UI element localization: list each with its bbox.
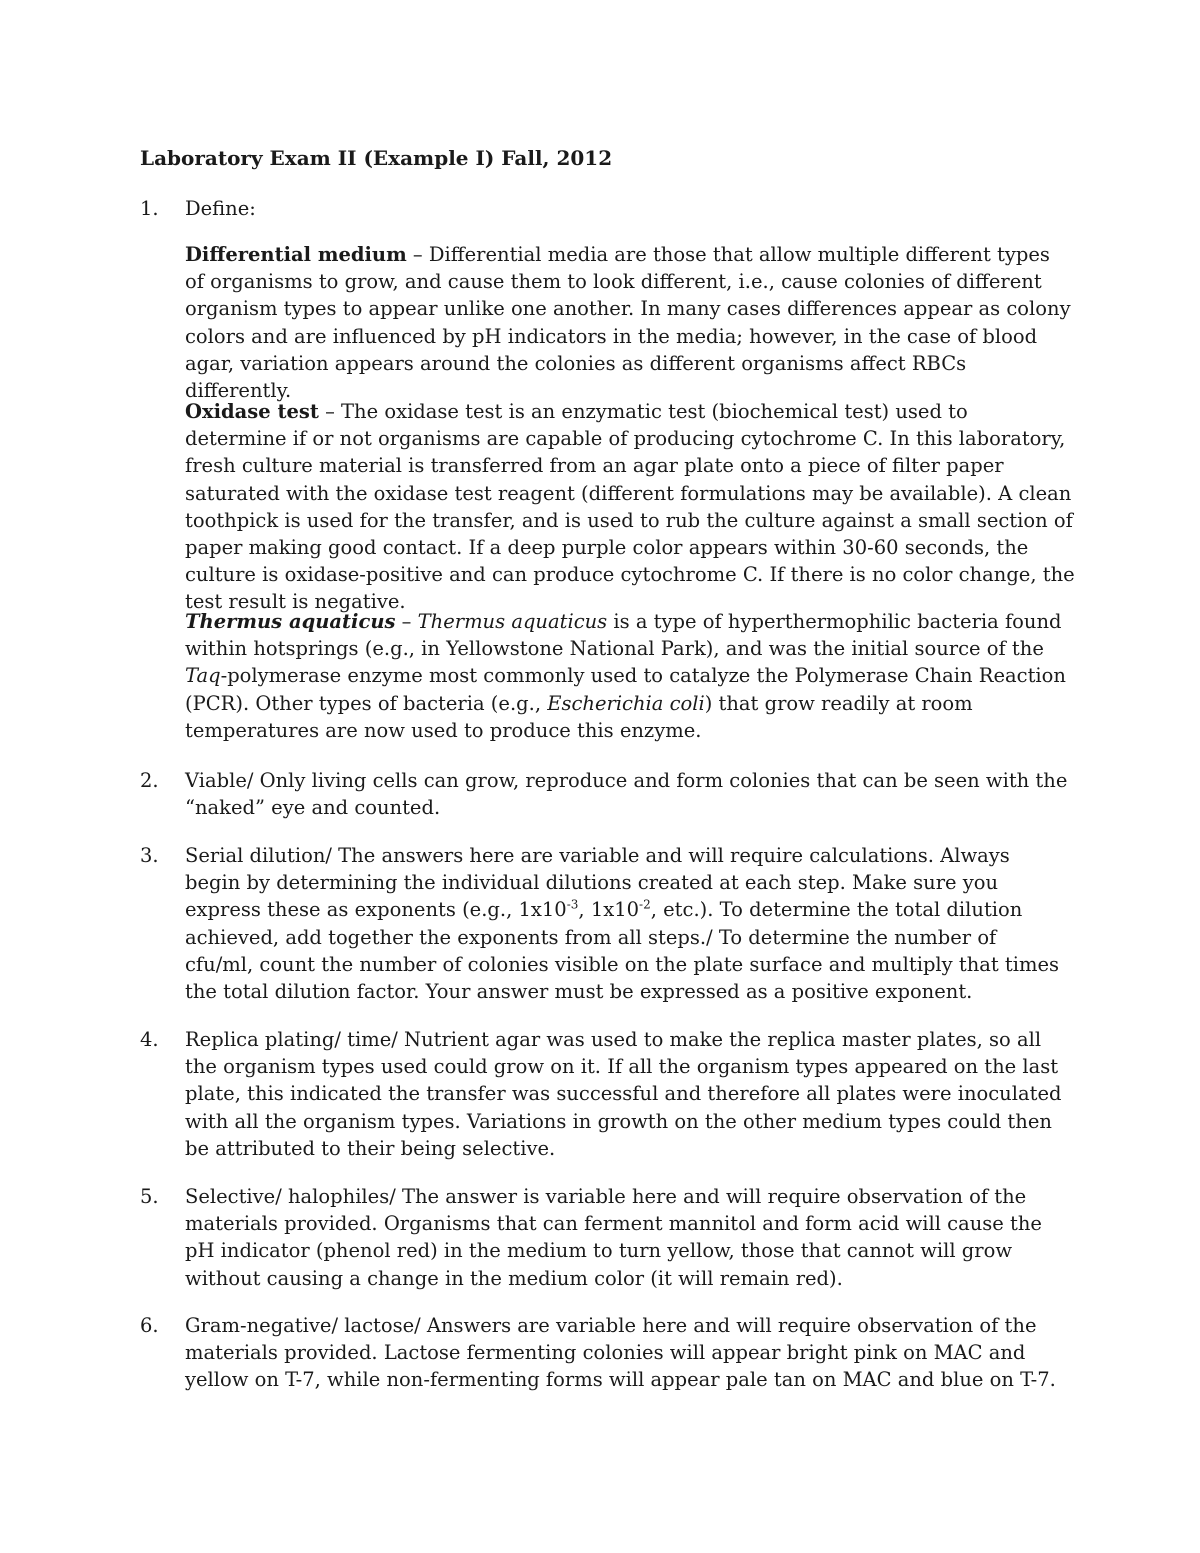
definition-term: Differential medium bbox=[185, 243, 407, 266]
question-1 bbox=[140, 195, 1070, 222]
question-4 bbox=[140, 1026, 1070, 1162]
definition-differential-medium: Differential medium – Differential media are those that allow multiple different types of organisms to grow, and cause them to look different, i.e., cause colonies of different organism types to appear unlike one another. In many cases differences appear as colony colors and are influenced by pH indicators in the media; however, in the case of blood agar, variation appears around the colonies as different organisms affect RBCs differently. bbox=[185, 243, 1071, 403]
definition-text: Differential media are those that allow multiple different types of organisms to grow, and cause them to look different, i.e., cause colonies of different organism types to appear unlike one another. In many cases differences appear as colony colors and are influenced by pH indicators in the media; however, in the case of blood agar, variation appears around the colonies as different organisms affect RBCs differently. bbox=[185, 243, 1071, 403]
question-number: 1. bbox=[140, 197, 159, 220]
question-number: 4. bbox=[140, 1028, 159, 1051]
question-2 bbox=[140, 767, 1070, 821]
question-prompt: Define: bbox=[185, 197, 256, 220]
definition-term: Thermus aquaticus bbox=[185, 610, 396, 633]
question-6 bbox=[140, 1312, 1070, 1394]
question-5 bbox=[140, 1183, 1070, 1292]
answer-text: Serial dilution/ The answers here are variable and will require calculations. Always begin by determining the individual dilutions created at each step. Make sure you express these as exponents (e.g., $1x10^{-3}$, $1x10^{-2}$, etc.). To determine the total dilution achieved, add together the exponents from all steps./ To determine the number of cfu/ml, count the number of colonies visible on the plate surface and multiply that times the total dilution factor. Your answer must be expressed as a positive exponent. bbox=[185, 844, 1060, 1004]
definition-term: Oxidase test bbox=[185, 400, 319, 423]
answer-text: Selective/ halophiles/ The answer is variable here and will require observation of the materials provided. Organisms that can ferment mannitol and form acid will cause the pH indicator (phenol red) in the medium to turn yellow, those that cannot will grow without causing a change in the medium color (it will remain red). bbox=[185, 1185, 1042, 1290]
taq-label: Taq bbox=[185, 664, 221, 688]
definition-text: The oxidase test is an enzymatic test (biochemical test) used to determine if or not organisms are capable of producing cytochrome C. In this laboratory, fresh culture material is transferred from an agar plate onto a piece of filter paper saturated with the oxidase test reagent (different formulations may be available). A clean toothpick is used for the transfer, and is used to rub the culture against a small section of paper making good contact. If a deep purple color appears within 30-60 seconds, the culture is oxidase-positive and can produce cytochrome C. If there is no color change, the test result is negative. bbox=[185, 400, 1075, 614]
species-name: Escherichia coli bbox=[547, 691, 705, 715]
definition-oxidase-test: Oxidase test – The oxidase test is an enzymatic test (biochemical test) used to determine if or not organisms are capable of producing cytochrome C. In this laboratory, fresh culture material is transferred from an agar plate onto a piece of filter paper saturated with the oxidase test reagent (different formulations may be available). A clean toothpick is used for the transfer, and is used to rub the culture against a small section of paper making good contact. If a deep purple color appears within 30-60 seconds, the culture is oxidase-positive and can produce cytochrome C. If there is no color change, the test result is negative. bbox=[185, 400, 1075, 614]
exponent: -2 bbox=[639, 897, 651, 912]
answer-text: Gram-negative/ lactose/ Answers are variable here and will require observation of the materials provided. Lactose fermenting colonies will appear bright pink on MAC and yellow on T-7, while non-fermenting forms will appear pale tan on MAC and blue on T-7. bbox=[185, 1314, 1056, 1392]
question-3 bbox=[140, 842, 1070, 1005]
question-number: 3. bbox=[140, 844, 159, 867]
definition-thermus-aquaticus: Thermus aquaticus – Thermus aquaticus is a type of hyperthermophilic bacteria found within hotsprings (e.g., in Yellowstone National Park), and was the initial source of the Taq-polymerase enzyme most commonly used to catalyze the Polymerase Chain Reaction (PCR). Other types of bacteria (e.g., Escherichia coli) that grow readily at room temperatures are now used to produce this enzyme. bbox=[185, 610, 1066, 742]
species-name: Thermus aquaticus bbox=[417, 610, 608, 633]
question-number: 6. bbox=[140, 1314, 159, 1337]
answer-text: Replica plating/ time/ Nutrient agar was used to make the replica master plates, so all the organism types used could grow on it. If all the organism types appeared on the last plate, this indicated the transfer was successful and therefore all plates were inoculated with all the organism types. Variations in growth on the other medium types could then be attributed to their being selective. bbox=[185, 1028, 1062, 1160]
answer-text: Viable/ Only living cells can grow, reproduce and form colonies that can be seen with the “naked” eye and counted. bbox=[185, 769, 1068, 820]
document-title: Laboratory Exam II (Example I) Fall, 2012 bbox=[140, 146, 613, 170]
question-number: 5. bbox=[140, 1185, 159, 1208]
question-number: 2. bbox=[140, 769, 159, 792]
exponent: -3 bbox=[566, 897, 579, 912]
